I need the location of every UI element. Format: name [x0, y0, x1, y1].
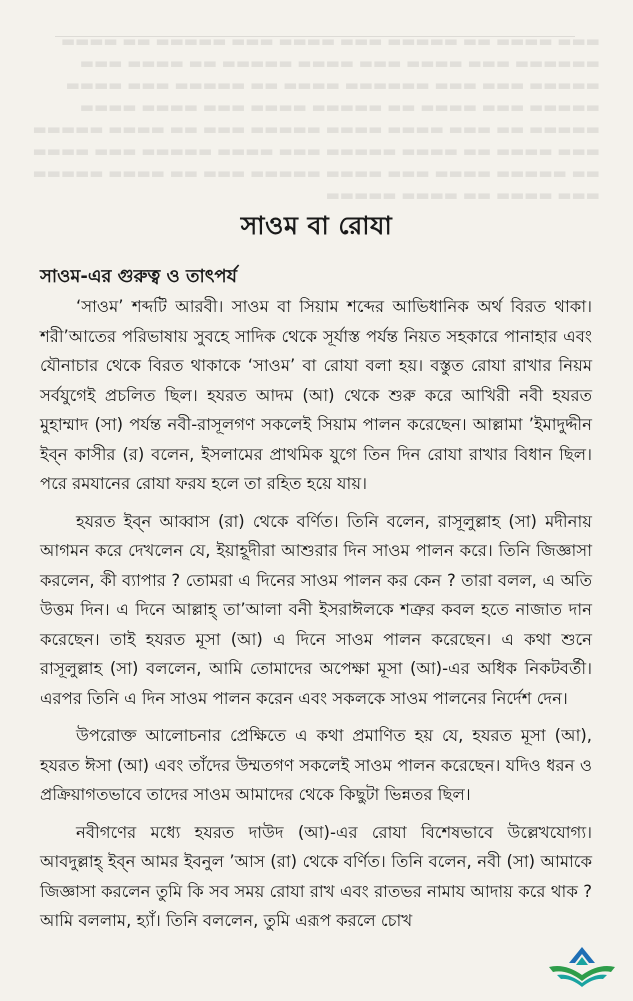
paragraph-2: হযরত ইব্‌ন আব্বাস (রা) থেকে বর্ণিত। তিনি বলেন, রাসূলুল্লাহ (সা) মদীনায় আগমন করে দেখলেন যে, ইয়াহূদীরা আশুরার দিন সাওম পালন করে। তিনি জিজ্ঞাসা করলেন, কী ব্যাপার ? তোমরা এ দিনের সাওম পালন কর কেন ? তারা বলল, এ অতি উত্তম দিন। এ দিনে আল্লাহ্‌ তা’আলা বনী ইসরাঈলকে শত্রুর কবল হতে নাজাত দান করেছেন। তাই হযরত মূসা (আ) এ দিনে সাওম পালন করেছেন। এ কথা শুনে রাসূলুল্লাহ (সা) বললেন, আমি তোমাদের অপেক্ষা মূসা (আ)-এর অধিক নিকটবর্তী। এরপর তিনি এ দিন সাওম পালন করেন এবং সকলকে সাওম পালনের নির্দেশ দেন।	[40, 511, 592, 708]
bleed-through-text: ▬▬▬ ▬▬▬▬ ▬▬ ▬▬▬▬▬ ▬▬▬ ▬▬▬▬ ▬▬▬ ▬▬▬▬▬ ▬▬ ▬▬▬▬ ▬▬▬▬▬▬ ▬▬▬ ▬▬▬▬ ▬▬▬ ▬▬▬▬ ▬▬▬▬▬ ▬▬ ▬▬▬▬ ▬▬▬ ▬▬▬▬▬ ▬▬▬ ▬▬▬ ▬▬▬▬▬▬ ▬▬▬▬ ▬▬ ▬▬▬▬▬ ▬▬▬ ▬▬▬▬ ▬▬▬▬▬ ▬▬▬ ▬▬▬▬ ▬▬ ▬▬▬▬▬ ▬▬▬▬ ▬▬▬ ▬▬▬▬ ▬▬▬▬ ▬▬▬▬▬ ▬▬ ▬▬▬ ▬▬▬▬ ▬▬▬▬ ▬▬▬▬▬ ▬▬▬ ▬▬ ▬▬▬▬ ▬▬▬▬▬ ▬▬▬ ▬▬▬▬ ▬▬ ▬▬▬▬ ▬▬▬▬▬ ▬▬▬ ▬▬▬▬ ▬▬▬▬▬ ▬▬▬ ▬▬▬▬ ▬▬ ▬▬▬▬▬ ▬▬▬▬ ▬▬▬ ▬▬▬▬ ▬▬▬▬▬ ▬▬▬ ▬▬ ▬▬▬▬ ▬▬▬▬▬ ▬▬▬ ▬▬▬▬ ▬▬ ▬▬▬▬ ▬▬▬▬▬	[32, 32, 600, 204]
section-subtitle: সাওম-এর গুরুত্ব ও তাৎপর্য	[40, 266, 237, 287]
paragraph-4: নবীগণের মধ্যে হযরত দাউদ (আ)-এর রোযা বিশেষভাবে উল্লেখযোগ্য। আবদুল্লাহ্‌ ইব্‌ন আমর ইবনুল ’আস (রা) থেকে বর্ণিত। তিনি বলেন, নবী (সা) আমাকে জিজ্ঞাসা করলেন তুমি কি সব সময় রোযা রাখ এবং রাতভর নামায আদায় করে থাক ? আমি বললাম, হ্যাঁ। তিনি বললেন, তুমি এরূপ করলে চোখ	[40, 822, 592, 930]
chapter-title: সাওম বা রোযা	[240, 211, 393, 240]
paragraph-3: উপরোক্ত আলোচনার প্রেক্ষিতে এ কথা প্রমাণিত হয় যে, হযরত মূসা (আ), হযরত ঈসা (আ) এবং তাঁদের উম্মতগণ সকলেই সাওম পালন করেছেন। যদিও ধরন ও প্রক্রিয়াগতভাবে তাদের সাওম আমাদের থেকে কিছুটা ভিন্নতর ছিল।	[40, 726, 592, 804]
paragraph-1: ‘সাওম’ শব্দটি আরবী। সাওম বা সিয়াম শব্দের আভিধানিক অর্থ বিরত থাকা। শরী’আতের পরিভাষায় সুবহে সাদিক থেকে সূর্যাস্ত পর্যন্ত নিয়ত সহকারে পানাহার এবং যৌনাচার থেকে বিরত থাকাকে ‘সাওম’ বা রোযা বলা হয়। বস্তুত রোযা রাখার নিয়ম সর্বযুগেই প্রচলিত ছিল। হযরত আদম (আ) থেকে শুরু করে আখিরী নবী হযরত মুহাম্মাদ (সা) পর্যন্ত নবী-রাসূলগণ সকলেই সিয়াম পালন করেছেন। আল্লামা ’ইমাদুদ্দীন ইব্‌ন কাসীর (র) বলেন, ইসলামের প্রাথমিক যুগে তিন দিন রোযা রাখার বিধান ছিল। পরে রমযানের রোযা ফরয হলে তা রহিত হয়ে যায়।	[40, 297, 592, 493]
publisher-logo-icon	[545, 941, 619, 989]
body-text	[40, 292, 592, 944]
